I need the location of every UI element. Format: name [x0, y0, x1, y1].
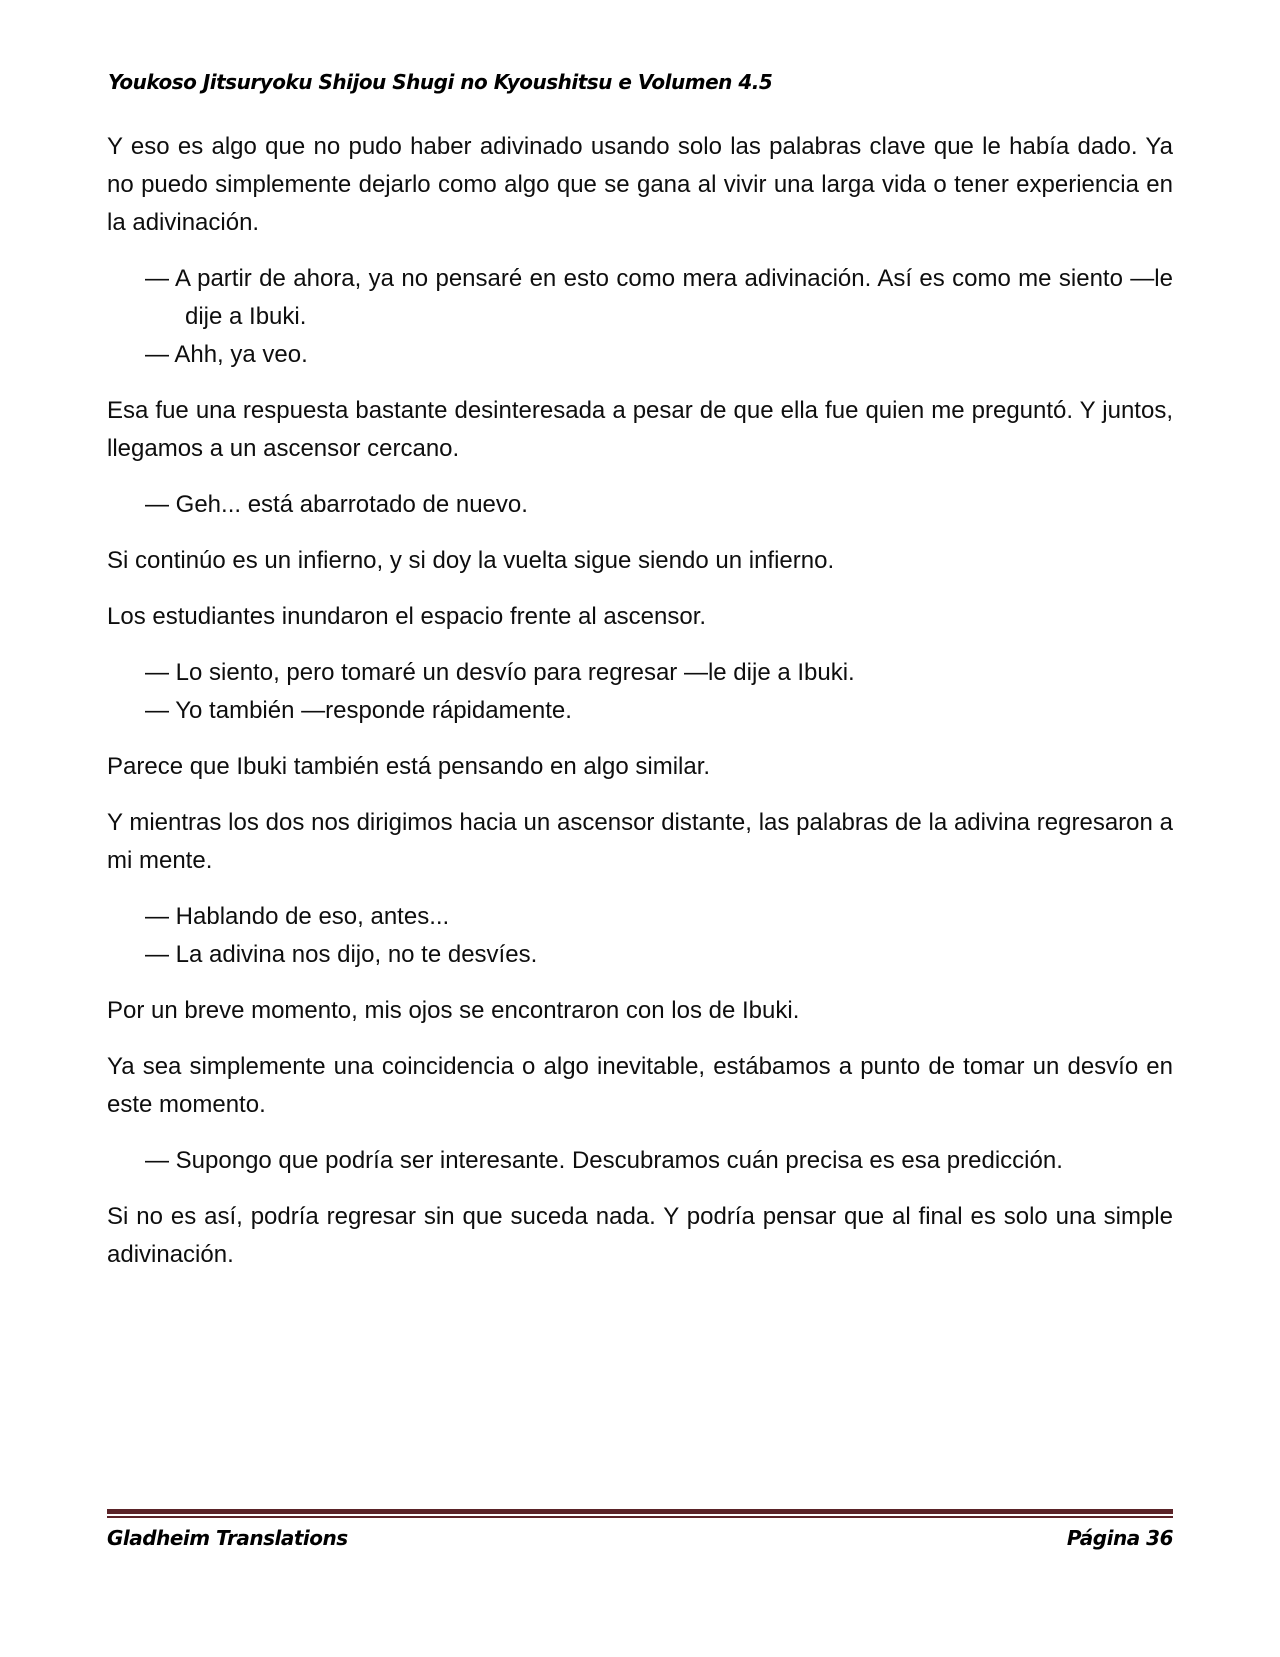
- dialogue-block: [107, 654, 1173, 730]
- dialogue-line: — Geh... está abarrotado de nuevo.: [145, 491, 528, 518]
- page-content: [107, 128, 1173, 1292]
- footer-rule-thick: [107, 1509, 1173, 1514]
- dialogue-block: [107, 1142, 1173, 1180]
- footer-row: [107, 1526, 1173, 1550]
- dialogue-line: — A partir de ahora, ya no pensaré en esto como mera adivinación. Así es como me siento —le dije a Ibuki.: [145, 265, 1173, 330]
- footer-translator-credit: Gladheim Translations: [107, 1526, 348, 1550]
- paragraph: Y eso es algo que no pudo haber adivinado usando solo las palabras clave que le había dado. Ya no puedo simplemente dejarlo como algo que se gana al vivir una larga vida o tener experiencia en la adivinación.: [107, 133, 1173, 236]
- paragraph: Parece que Ibuki también está pensando en algo similar.: [107, 753, 711, 780]
- dialogue-block: [107, 260, 1173, 374]
- paragraph: Si continúo es un infierno, y si doy la vuelta sigue siendo un infierno.: [107, 547, 835, 574]
- paragraph: Esa fue una respuesta bastante desinteresada a pesar de que ella fue quien me preguntó. Y juntos, llegamos a un ascensor cercano.: [107, 397, 1173, 462]
- paragraph: Por un breve momento, mis ojos se encontraron con los de Ibuki.: [107, 997, 800, 1024]
- footer-page-number: Página 36: [1066, 1526, 1173, 1550]
- dialogue-line: — Lo siento, pero tomaré un desvío para regresar —le dije a Ibuki.: [145, 659, 855, 686]
- paragraph: Los estudiantes inundaron el espacio frente al ascensor.: [107, 603, 707, 630]
- dialogue-line: — La adivina nos dijo, no te desvíes.: [145, 941, 538, 968]
- paragraph: Ya sea simplemente una coincidencia o algo inevitable, estábamos a punto de tomar un desvío en este momento.: [107, 1053, 1173, 1118]
- dialogue-block: [107, 898, 1173, 974]
- page-header: [108, 70, 1172, 94]
- dialogue-line: — Yo también —responde rápidamente.: [145, 697, 572, 724]
- dialogue-line: — Hablando de eso, antes...: [145, 903, 450, 930]
- footer-rule-thin: [107, 1516, 1173, 1518]
- footer-rule: [107, 1509, 1173, 1518]
- paragraph: Y mientras los dos nos dirigimos hacia un ascensor distante, las palabras de la adivina regresaron a mi mente.: [107, 809, 1173, 874]
- dialogue-line: — Ahh, ya veo.: [145, 341, 308, 368]
- paragraph: Si no es así, podría regresar sin que suceda nada. Y podría pensar que al final es solo una simple adivinación.: [107, 1203, 1173, 1268]
- dialogue-block: [107, 486, 1173, 524]
- header-title: Youkoso Jitsuryoku Shijou Shugi no Kyoushitsu e Volumen 4.5: [108, 70, 773, 94]
- page-footer: [107, 1509, 1173, 1550]
- dialogue-line: — Supongo que podría ser interesante. Descubramos cuán precisa es esa predicción.: [145, 1147, 1063, 1174]
